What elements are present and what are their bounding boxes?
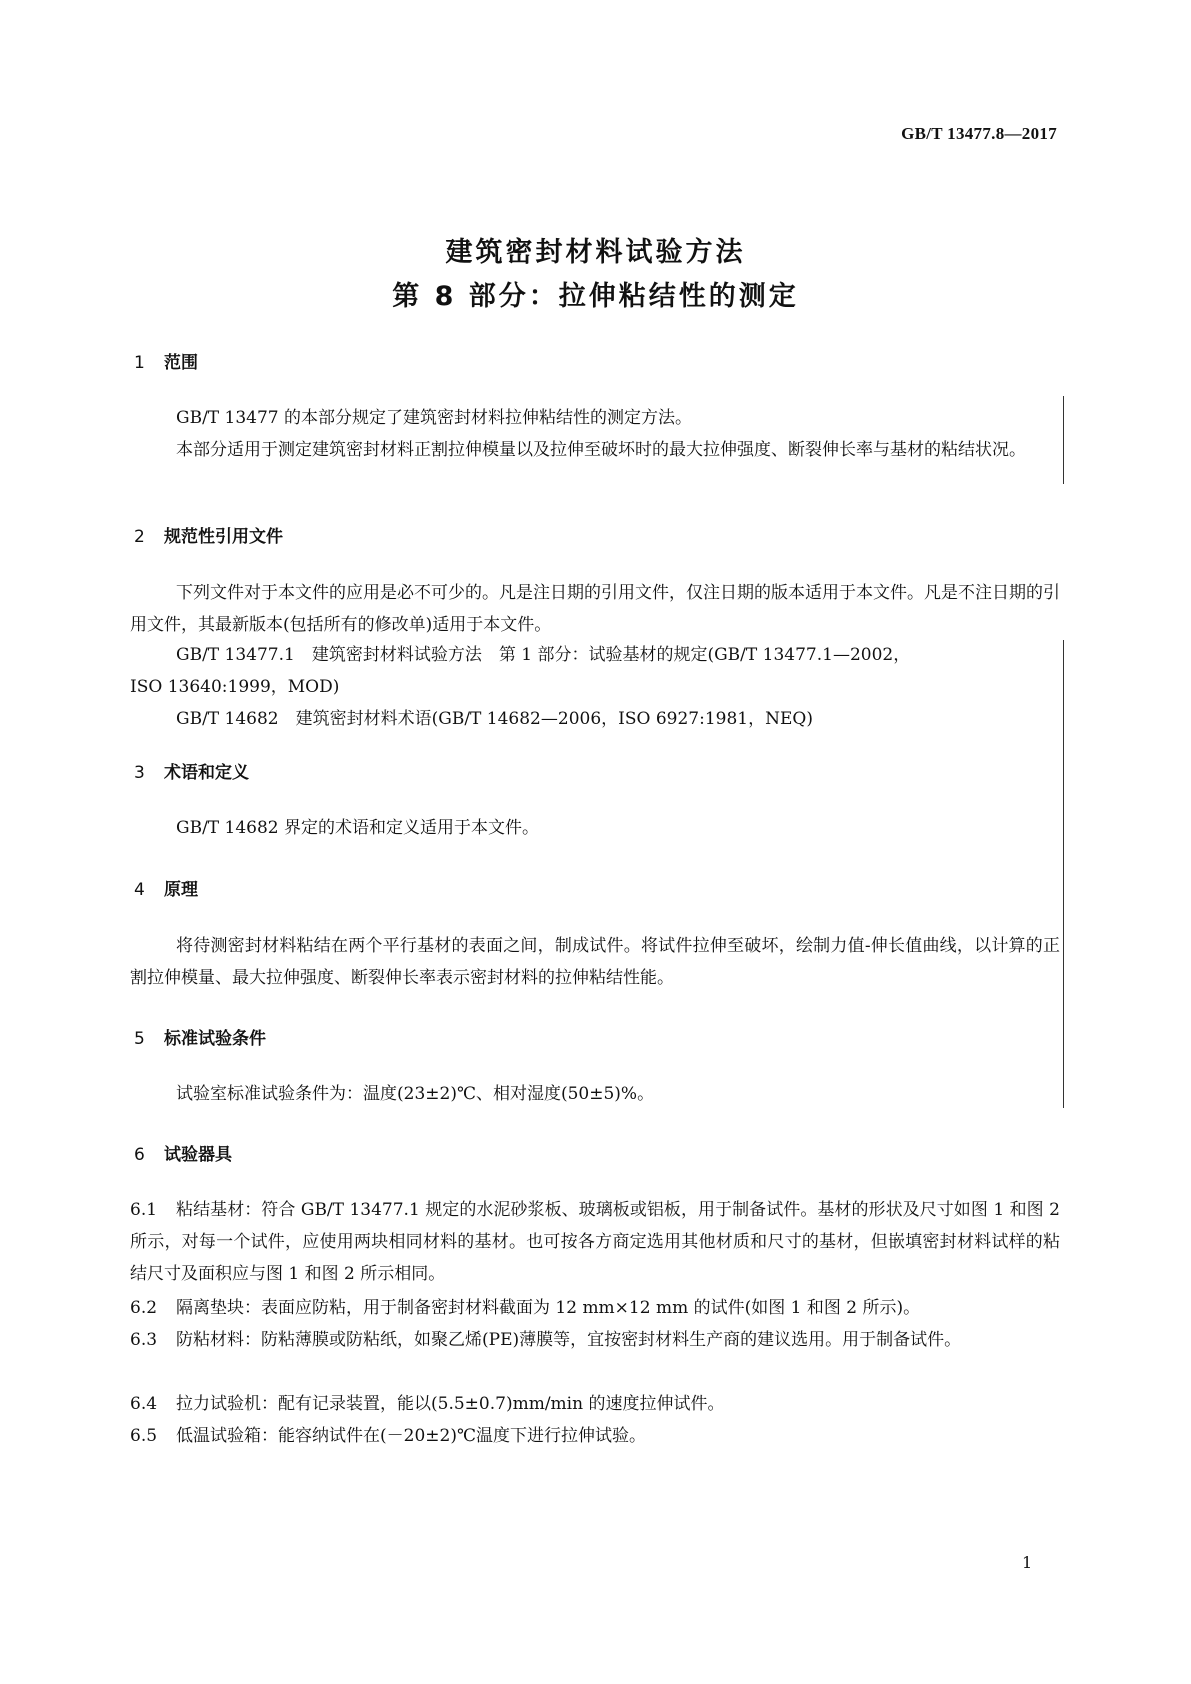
document-title-line2: 第 8 部分：拉伸粘结性的测定 bbox=[392, 281, 799, 312]
section-4-heading bbox=[134, 875, 198, 900]
reference-1-line-1: GB/T 13477.1 建筑密封材料试验方法 第 1 部分：试验基材的规定(GB/T 13477.1—2002， bbox=[176, 645, 911, 665]
section-5-heading bbox=[134, 1024, 266, 1049]
clause-6-3-number: 6.3 bbox=[130, 1330, 158, 1350]
section-3-title: 术语和定义 bbox=[164, 763, 249, 783]
section-4-para-1: 将待测密封材料粘结在两个平行基材的表面之间，制成试件。将试件拉伸至破坏，绘制力值-伸长值曲线，以计算的正割拉伸模量、最大拉伸强度、断裂伸长率表示密封材料的拉伸粘结性能。 bbox=[130, 936, 1060, 988]
clause-6-1-text: 粘结基材：符合 GB/T 13477.1 规定的水泥砂浆板、玻璃板或铝板，用于制备试件。基材的形状及尺寸如图 1 和图 2 所示，对每一个试件，应使用两块相同材料的基材。也可按各方商定选用其他材质和尺寸的基材，但嵌填密封材料试样的粘结尺寸及面积应与图 1 和图 2 所示相同。 bbox=[130, 1200, 1060, 1284]
revision-bar-1 bbox=[1063, 396, 1064, 484]
section-3-heading bbox=[134, 758, 249, 783]
clause-6-5-text: 低温试验箱：能容纳试件在(－20±2)℃温度下进行拉伸试验。 bbox=[176, 1426, 646, 1446]
reference-2: GB/T 14682 建筑密封材料术语(GB/T 14682—2006，ISO 6927:1981，NEQ) bbox=[176, 709, 813, 729]
section-2-para-1: 下列文件对于本文件的应用是必不可少的。凡是注日期的引用文件，仅注日期的版本适用于本文件。凡是不注日期的引用文件，其最新版本(包括所有的修改单)适用于本文件。 bbox=[130, 583, 1060, 635]
clause-6-5 bbox=[130, 1420, 1060, 1452]
section-1-heading bbox=[134, 348, 198, 373]
clause-6-3 bbox=[130, 1324, 1060, 1356]
section-5-title: 标准试验条件 bbox=[164, 1029, 266, 1049]
section-5-para-1: 试验室标准试验条件为：温度(23±2)℃、相对湿度(50±5)%。 bbox=[176, 1084, 655, 1104]
section-2-title: 规范性引用文件 bbox=[164, 527, 283, 547]
section-3-para-1: GB/T 14682 界定的术语和定义适用于本文件。 bbox=[176, 818, 540, 838]
section-3-number: 3 bbox=[134, 763, 145, 783]
clause-6-2-text: 隔离垫块：表面应防粘，用于制备密封材料截面为 12 mm×12 mm 的试件(如图 1 和图 2 所示)。 bbox=[176, 1298, 921, 1318]
section-6-title: 试验器具 bbox=[164, 1145, 232, 1165]
section-2-heading bbox=[134, 522, 283, 547]
clause-6-1 bbox=[130, 1194, 1060, 1290]
page-number: 1 bbox=[1022, 1553, 1033, 1572]
clause-6-2-number: 6.2 bbox=[130, 1298, 158, 1318]
section-6-heading bbox=[134, 1140, 232, 1165]
standard-number: GB/T 13477.8—2017 bbox=[901, 124, 1057, 143]
revision-bar-2 bbox=[1063, 640, 1064, 1108]
clause-6-3-text: 防粘材料：防粘薄膜或防粘纸，如聚乙烯(PE)薄膜等，宜按密封材料生产商的建议选用。用于制备试件。 bbox=[176, 1330, 962, 1350]
section-4-title: 原理 bbox=[164, 880, 198, 900]
section-1-number: 1 bbox=[134, 353, 145, 373]
section-4-number: 4 bbox=[134, 880, 145, 900]
clause-6-4 bbox=[130, 1388, 1060, 1420]
section-1-para-2: 本部分适用于测定建筑密封材料正割拉伸模量以及拉伸至破坏时的最大拉伸强度、断裂伸长率与基材的粘结状况。 bbox=[176, 440, 1026, 460]
section-1-para-1: GB/T 13477 的本部分规定了建筑密封材料拉伸粘结性的测定方法。 bbox=[176, 408, 693, 428]
clause-6-1-number: 6.1 bbox=[130, 1200, 158, 1220]
section-5-number: 5 bbox=[134, 1029, 145, 1049]
clause-6-2 bbox=[130, 1292, 1060, 1324]
section-6-number: 6 bbox=[134, 1145, 145, 1165]
reference-1-line-2: ISO 13640:1999，MOD) bbox=[130, 677, 340, 697]
clause-6-5-number: 6.5 bbox=[130, 1426, 158, 1446]
section-1-title: 范围 bbox=[164, 353, 198, 373]
document-title-line1: 建筑密封材料试验方法 bbox=[445, 237, 746, 268]
clause-6-4-text: 拉力试验机：配有记录装置，能以(5.5±0.7)mm/min 的速度拉伸试件。 bbox=[176, 1394, 725, 1414]
section-2-number: 2 bbox=[134, 527, 145, 547]
clause-6-4-number: 6.4 bbox=[130, 1394, 158, 1414]
